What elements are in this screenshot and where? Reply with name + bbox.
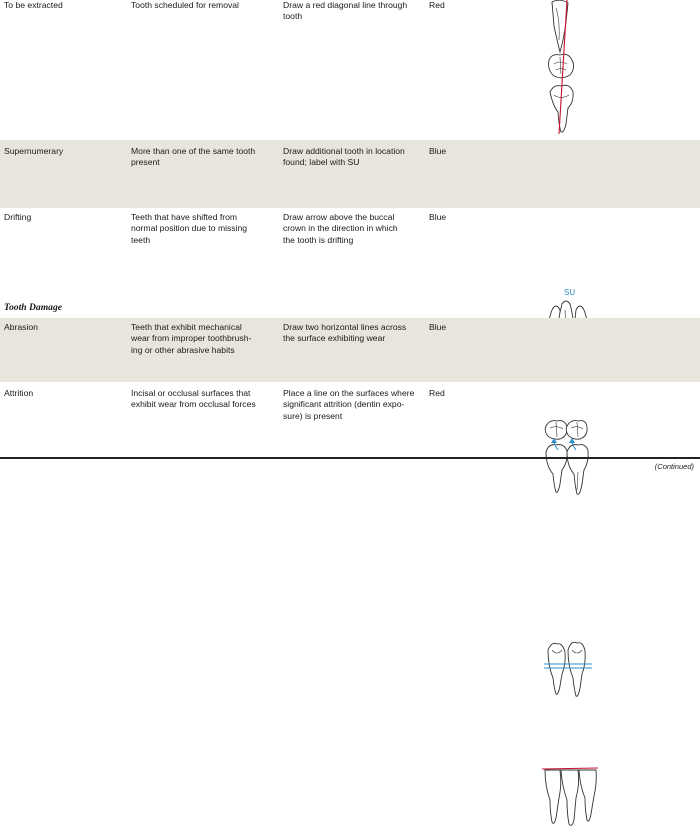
- su-label: SU: [564, 288, 576, 297]
- description-cell: Tooth scheduled for removal: [131, 0, 239, 10]
- color-cell: Blue: [429, 146, 447, 156]
- description-cell: Incisal or occlusal surfaces that exhibit wear from occlusal forces: [131, 388, 256, 410]
- charting-cell: Place a line on the surfaces where significant attrition (dentin expo- sure) is present: [283, 388, 415, 421]
- color-cell: Blue: [429, 212, 447, 222]
- table-bottom-rule: [0, 457, 700, 459]
- condition-cell: To be extracted: [4, 0, 63, 10]
- charting-cell: Draw a red diagonal line through tooth: [283, 0, 408, 22]
- color-cell: Blue: [429, 322, 447, 332]
- condition-cell: Abrasion: [4, 322, 38, 332]
- extracted-tooth-illustration: [540, 0, 590, 140]
- row-to-be-extracted: [0, 0, 700, 140]
- attrition-tooth-illustration: [540, 764, 610, 830]
- description-cell: More than one of the same tooth present: [131, 146, 256, 168]
- condition-cell: Attrition: [4, 388, 34, 398]
- row-abrasion: [0, 318, 700, 382]
- color-cell: Red: [429, 0, 445, 10]
- description-cell: Teeth that exhibit mechanical wear from improper toothbrush- ing or other abrasive habits: [131, 322, 252, 355]
- description-cell: Teeth that have shifted from normal position due to missing teeth: [131, 212, 248, 245]
- charting-cell: Draw two horizontal lines across the surface exhibiting wear: [283, 322, 407, 344]
- continued-note: (Continued): [654, 462, 694, 471]
- row-attrition: [0, 382, 700, 457]
- charting-cell: Draw arrow above the buccal crown in the direction in which the tooth is drifting: [283, 212, 398, 245]
- row-drifting: [0, 208, 700, 296]
- color-cell: Red: [429, 388, 445, 398]
- abrasion-tooth-illustration: [540, 638, 600, 700]
- condition-cell: Drifting: [4, 212, 32, 222]
- charting-cell: Draw additional tooth in location found; label with SU: [283, 146, 405, 168]
- section-title: Tooth Damage: [4, 302, 63, 313]
- condition-cell: Supernumerary: [4, 146, 64, 156]
